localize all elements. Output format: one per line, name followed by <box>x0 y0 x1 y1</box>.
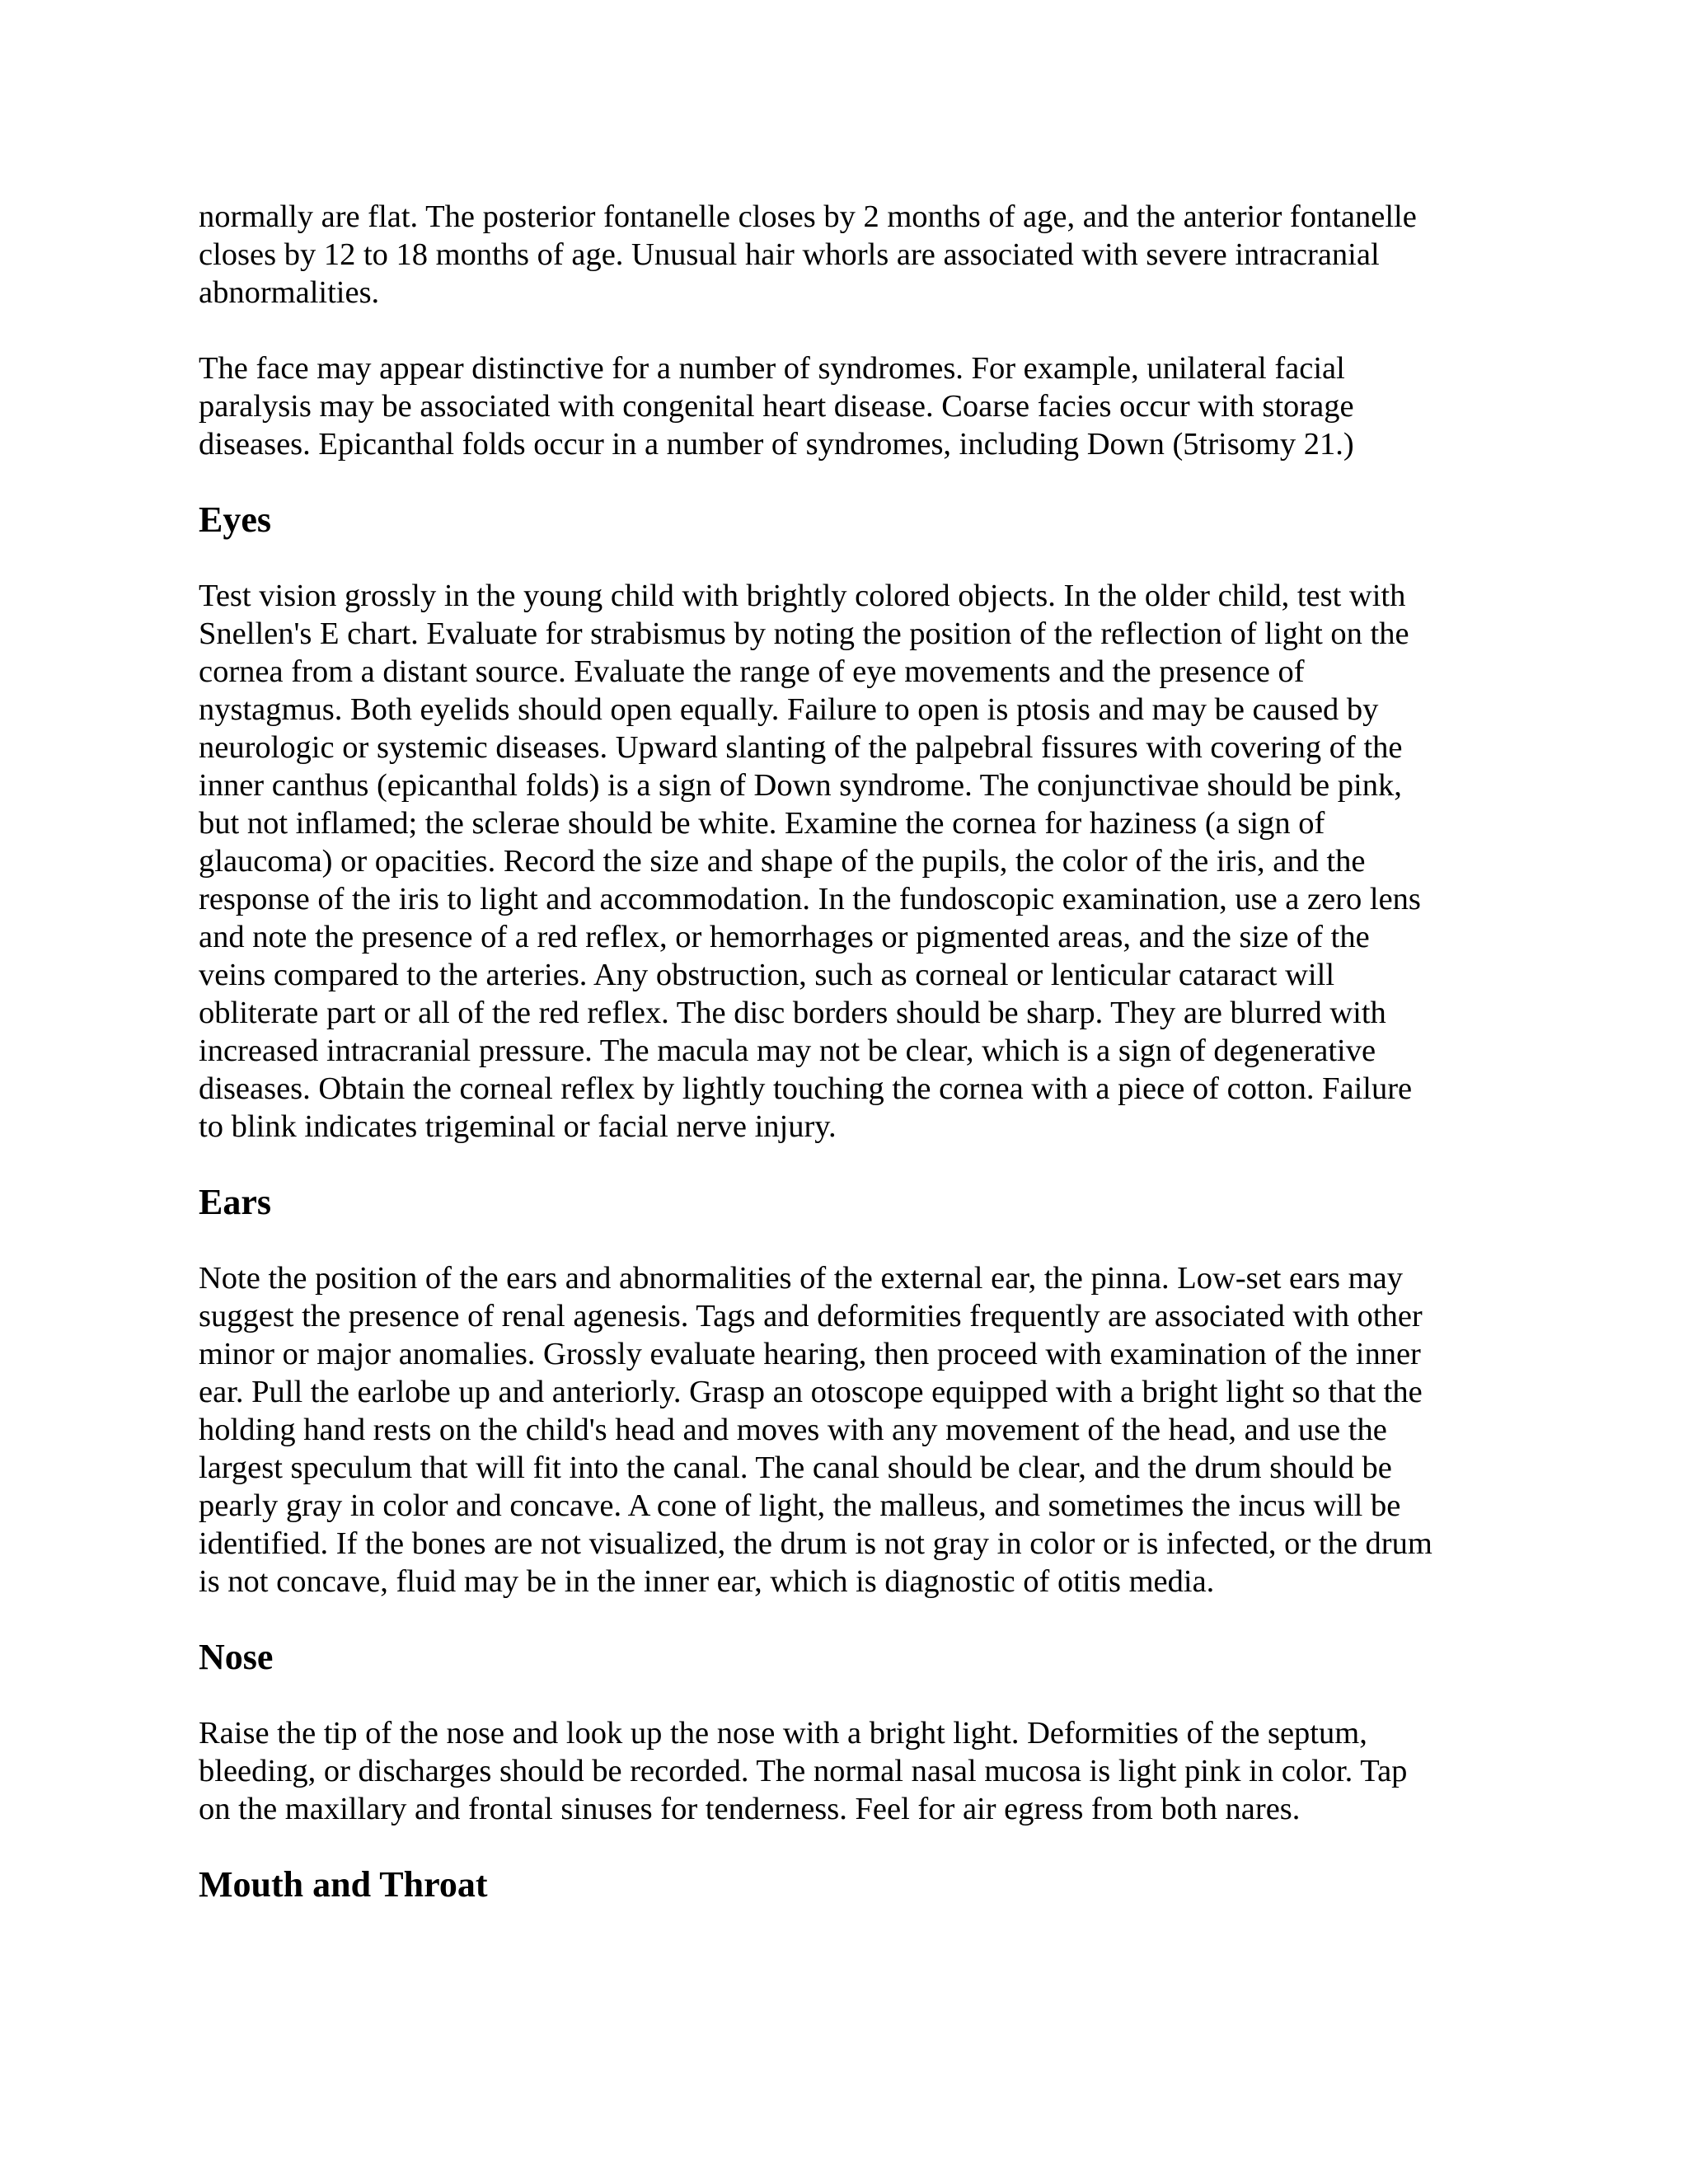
section-heading-nose: Nose <box>199 1637 274 1677</box>
text-line: but not inflamed; the sclerae should be white. Examine the cornea for haziness (a sign of <box>199 806 1325 841</box>
text-line: Snellen's E chart. Evaluate for strabismus by noting the position of the reflection of light on the <box>199 616 1409 651</box>
text-line: minor or major anomalies. Grossly evaluate hearing, then proceed with examination of the inner <box>199 1337 1421 1371</box>
text-line: veins compared to the arteries. Any obstruction, such as corneal or lenticular cataract will <box>199 958 1335 992</box>
text-line: nystagmus. Both eyelids should open equally. Failure to open is ptosis and may be caused by <box>199 692 1379 727</box>
section-body-nose <box>199 1714 1501 1828</box>
text-line: Raise the tip of the nose and look up the nose with a bright light. Deformities of the septum, <box>199 1716 1367 1750</box>
section-heading-mouth-and-throat: Mouth and Throat <box>199 1864 488 1905</box>
text-line: on the maxillary and frontal sinuses for tenderness. Feel for air egress from both nares. <box>199 1792 1301 1826</box>
text-line: is not concave, fluid may be in the inner ear, which is diagnostic of otitis media. <box>199 1564 1215 1599</box>
intro-paragraph-face <box>199 349 1501 463</box>
section-body-ears <box>199 1259 1501 1601</box>
text-line: diseases. Obtain the corneal reflex by lightly touching the cornea with a piece of cotton. Failure <box>199 1071 1413 1106</box>
text-line: ear. Pull the earlobe up and anteriorly. Grasp an otoscope equipped with a bright light so that the <box>199 1375 1423 1409</box>
text-line: holding hand rests on the child's head and moves with any movement of the head, and use the <box>199 1413 1387 1447</box>
text-line: diseases. Epicanthal folds occur in a number of syndromes, including Down (5trisomy 21.) <box>199 427 1354 462</box>
text-line: Test vision grossly in the young child with brightly colored objects. In the older child, test with <box>199 579 1406 613</box>
text-line: bleeding, or discharges should be recorded. The normal nasal mucosa is light pink in color. Tap <box>199 1754 1408 1788</box>
section-heading-eyes: Eyes <box>199 499 271 540</box>
text-line: identified. If the bones are not visualized, the drum is not gray in color or is infected, or the drum <box>199 1526 1432 1561</box>
text-line: response of the iris to light and accommodation. In the fundoscopic examination, use a zero lens <box>199 882 1421 916</box>
text-line: cornea from a distant source. Evaluate the range of eye movements and the presence of <box>199 654 1305 689</box>
text-line: neurologic or systemic diseases. Upward slanting of the palpebral fissures with covering of the <box>199 730 1403 765</box>
text-line: glaucoma) or opacities. Record the size and shape of the pupils, the color of the iris, and the <box>199 844 1366 879</box>
text-line: suggest the presence of renal agenesis. Tags and deformities frequently are associated with other <box>199 1299 1423 1333</box>
text-line: Note the position of the ears and abnormalities of the external ear, the pinna. Low-set ears may <box>199 1261 1403 1296</box>
text-line: to blink indicates trigeminal or facial nerve injury. <box>199 1109 837 1144</box>
text-line: increased intracranial pressure. The macula may not be clear, which is a sign of degenerative <box>199 1033 1376 1068</box>
text-line: closes by 12 to 18 months of age. Unusual hair whorls are associated with severe intracranial <box>199 237 1380 272</box>
text-line: paralysis may be associated with congenital heart disease. Coarse facies occur with storage <box>199 389 1354 424</box>
text-line: obliterate part or all of the red reflex. The disc borders should be sharp. They are blurred with <box>199 996 1386 1030</box>
text-line: and note the presence of a red reflex, or hemorrhages or pigmented areas, and the size of the <box>199 920 1370 954</box>
document-page <box>199 198 1501 1905</box>
section-heading-ears: Ears <box>199 1182 271 1222</box>
text-line: largest speculum that will fit into the canal. The canal should be clear, and the drum should be <box>199 1451 1392 1485</box>
text-line: The face may appear distinctive for a number of syndromes. For example, unilateral facial <box>199 351 1345 386</box>
section-body-eyes <box>199 577 1501 1146</box>
text-line: inner canthus (epicanthal folds) is a sign of Down syndrome. The conjunctivae should be pink, <box>199 768 1402 803</box>
text-line: abnormalities. <box>199 275 380 310</box>
text-line: normally are flat. The posterior fontanelle closes by 2 months of age, and the anterior fontanelle <box>199 199 1417 234</box>
intro-paragraph-fontanelle <box>199 198 1501 312</box>
text-line: pearly gray in color and concave. A cone of light, the malleus, and sometimes the incus will be <box>199 1488 1401 1523</box>
